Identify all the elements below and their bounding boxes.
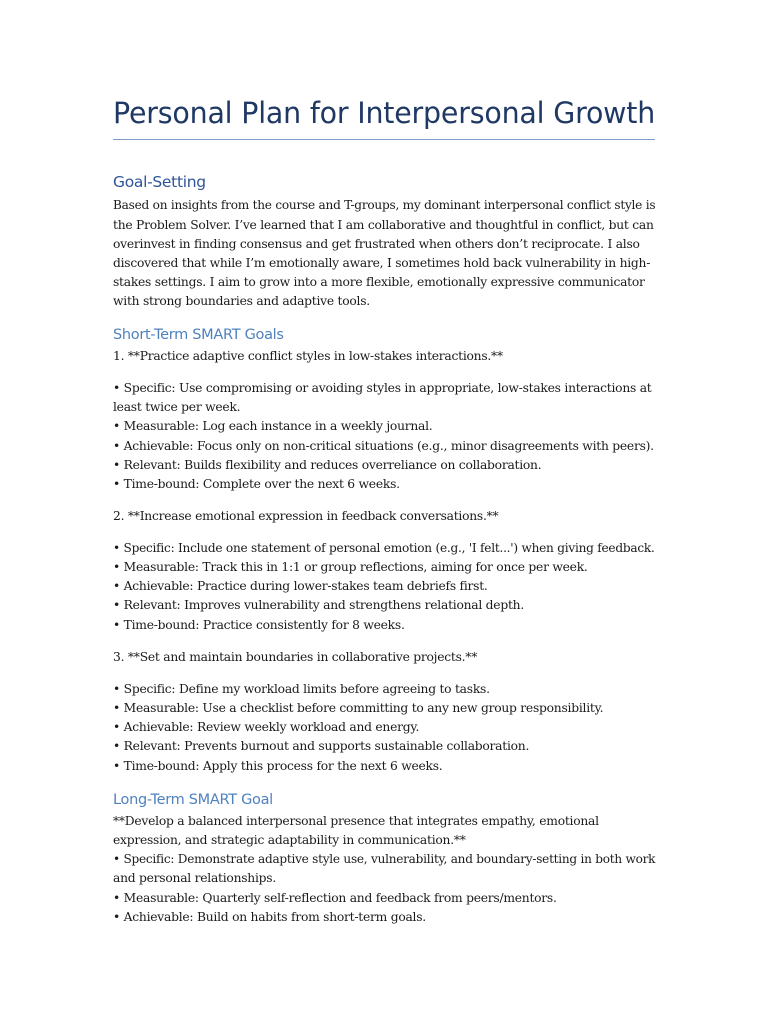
paragraph-line: the Problem Solver. I’ve learned that I am collaborative and thoughtful in conflict, but can (113, 218, 654, 232)
paragraph-line: Based on insights from the course and T-groups, my dominant interpersonal conflict style is (113, 198, 656, 212)
goal-bullet: • Specific: Define my workload limits before agreeing to tasks. (113, 682, 490, 696)
goal-bullet: • Measurable: Log each instance in a weekly journal. (113, 419, 433, 433)
goal-title: 3. **Set and maintain boundaries in collaborative projects.** (113, 650, 478, 664)
goal-bullet: • Specific: Include one statement of personal emotion (e.g., 'I felt...') when giving feedback. (113, 541, 655, 555)
goal-bullet: • Specific: Use compromising or avoiding styles in appropriate, low-stakes interactions at (113, 381, 652, 395)
goal-text: expression, and strategic adaptability in communication.** (113, 833, 466, 847)
goal-bullet: and personal relationships. (113, 871, 276, 885)
goal-bullet: • Relevant: Prevents burnout and supports sustainable collaboration. (113, 739, 530, 753)
goal-text: **Develop a balanced interpersonal presence that integrates empathy, emotional (113, 814, 599, 828)
paragraph-line: discovered that while I’m emotionally aware, I sometimes hold back vulnerability in high- (113, 256, 651, 270)
document-title: Personal Plan for Interpersonal Growth (113, 96, 656, 130)
paragraph-line: with strong boundaries and adaptive tools. (113, 294, 370, 308)
long-term-heading: Long-Term SMART Goal (113, 792, 273, 808)
goal-bullet: • Achievable: Build on habits from short-term goals. (113, 910, 426, 924)
paragraph-line: stakes settings. I aim to grow into a more flexible, emotionally expressive communicator (113, 275, 645, 289)
goal-bullet: • Relevant: Improves vulnerability and strengthens relational depth. (113, 598, 524, 612)
goal-title: 1. **Practice adaptive conflict styles in low-stakes interactions.** (113, 349, 503, 363)
goal-setting-heading: Goal-Setting (113, 173, 206, 191)
goal-bullet: • Achievable: Review weekly workload and energy. (113, 720, 420, 734)
goal-bullet: least twice per week. (113, 400, 241, 414)
goal-bullet: • Measurable: Quarterly self-reflection and feedback from peers/mentors. (113, 891, 557, 905)
goal-bullet: • Measurable: Track this in 1:1 or group reflections, aiming for once per week. (113, 560, 588, 574)
goal-bullet: • Relevant: Builds flexibility and reduces overreliance on collaboration. (113, 458, 542, 472)
goal-bullet: • Achievable: Focus only on non-critical situations (e.g., minor disagreements with peers). (113, 439, 654, 453)
goal-bullet: • Achievable: Practice during lower-stakes team debriefs first. (113, 579, 488, 593)
paragraph-line: overinvest in finding consensus and get frustrated when others don’t reciprocate. I also (113, 237, 640, 251)
goal-bullet: • Measurable: Use a checklist before committing to any new group responsibility. (113, 701, 604, 715)
goal-bullet: • Specific: Demonstrate adaptive style use, vulnerability, and boundary-setting in both work (113, 852, 656, 866)
goal-bullet: • Time-bound: Complete over the next 6 weeks. (113, 477, 400, 491)
goal-bullet: • Time-bound: Apply this process for the next 6 weeks. (113, 759, 443, 773)
title-underline (113, 139, 655, 140)
goal-bullet: • Time-bound: Practice consistently for 8 weeks. (113, 618, 405, 632)
goal-title: 2. **Increase emotional expression in feedback conversations.** (113, 509, 499, 523)
short-term-heading: Short-Term SMART Goals (113, 327, 284, 343)
